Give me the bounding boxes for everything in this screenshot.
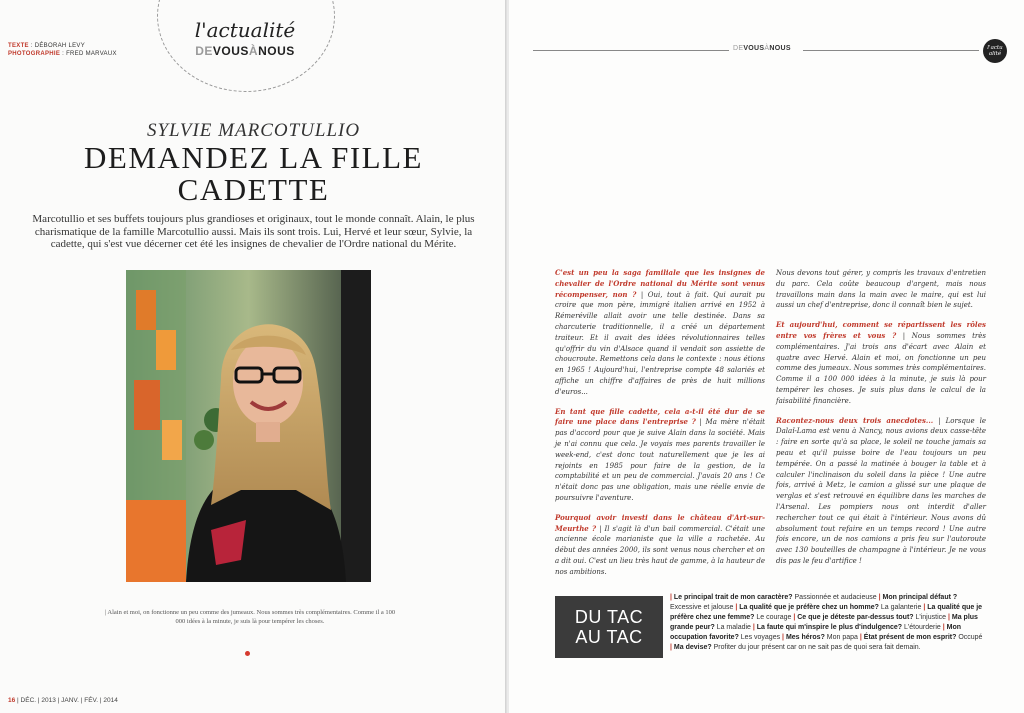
end-dot bbox=[245, 651, 250, 656]
header-rule-left bbox=[533, 50, 729, 51]
article-kicker: SYLVIE MARCOTULLIO bbox=[146, 120, 361, 141]
article-headline: DEMANDEZ LA FILLE CADETTE bbox=[84, 140, 423, 207]
photo-caption: | Alain et moi, on fonctionne un peu comme des jumeaux. Nous sommes très complémentaires. Comme il a 100 000 idées à la minute, je suis là pour tempérer les choses. bbox=[104, 609, 396, 625]
interview-paragraph: Racontez-nous deux trois anecdotes... | Lorsque le Dalaï-Lama est venu à Nancy, nous avions deux casse-tête : faire en sorte qu'à sa place, le soleil ne touche jamais sa peau et qu'il puisse boire de l'eau toujours un peu tempérée. On a passé la matinée à bouger la table et à calculer l'inclinaison du soleil dans la pièce ! Une autre fois, arrivé à Metz, le camion a glissé sur une plaque de verglas et s'est retrouvé en équilibre dans les marches de l'Arsenal. Les pompiers nous ont interdit d'aller rechercher tout ce qui était à l'intérieur. Nous avons dû absolument tout refaire en un temps record ! Une autre fois encore, un de nos camions a pris feu sur l'autoroute avec 130 bouteilles de champagne à l'intérieur. Je ne vous dis pas le feu d'artifice ! bbox=[776, 415, 986, 565]
interview-paragraph: Nous devons tout gérer, y compris les travaux d'entretien du parc. Cela coûte beaucoup d'argent, mais nous travaillons main dans la main avec le maire, qui est lui aussi un chef d'entreprise, donc il connaît bien le sujet. bbox=[776, 269, 986, 310]
interview-paragraph: C'est un peu la saga familiale que les insignes de chevalier de l'Ordre national du Mérite sont venus récompenser, non ? | Oui, tout à fait. Qui aurait pu croire que mon père, immigré italien arrivé en 1952 à Rémeréville allait avoir une telle destinée. Dans sa charcuterie traditionnelle, il a créé un département traiteur. Et il avait des idées révolutionnaires telles qu'offrir du vin d'Alsace quand il vendait son assiette de choucroute. Remettons cela dans le contexte : nous étions en 1965 ! Aujourd'hui, l'entreprise compte 48 salariés et affiche un chiffre d'affaires de près de huit millions d'euros... bbox=[555, 268, 765, 396]
folio: 16 | DÉC. | 2013 | JANV. | FÉV. | 2014 bbox=[8, 697, 118, 704]
section-badge: l'actu alité bbox=[983, 39, 1007, 63]
interview-paragraph: Pourquoi avoir investi dans le château d'Art-sur-Meurthe ? | Il s'agit là d'un bail commercial. C'était une ancienne école marianiste que la ville a rachetée. Au début des années 2000, ils sont venus nous chercher et on a dit oui. C'est un lieu très haut de gamme, à la hauteur de nos ambitions. bbox=[555, 512, 765, 576]
right-page bbox=[509, 0, 1024, 713]
header-rule-right bbox=[803, 50, 979, 51]
article-standfirst: Marcotullio et ses buffets toujours plus grandioses et originaux, tout le monde connaît. Alain, le plus charismatique de la famille Marcotullio aussi. Mais ils sont trois. Lui, Hervé et leur sœur, Sylvie, la cadette, qui s'est vue décerner cet été les insignes de chevalier de l'Ordre national du Mérite. bbox=[32, 213, 475, 250]
du-tac-au-tac-label: DU TAC AU TAC bbox=[555, 596, 663, 658]
header-brand: DEVOUSÀNOUS bbox=[733, 45, 791, 52]
credits bbox=[8, 42, 117, 58]
interview-paragraph: Et aujourd'hui, comment se répartissent les rôles entre vos frères et vous ? | Nous sommes très complémentaires. J'ai trois ans d'écart avec Alain et quatre avec Hervé. Alain et moi, on fonctionne un peu comme des jumeaux. Nous sommes très complémentaires. Comme il a 100 000 idées à la minute, je suis là pour tempérer les choses. Je suis plus dans le calcul de la faisabilité financière. bbox=[776, 320, 986, 405]
du-tac-au-tac-answers: | Le principal trait de mon caractère? Passionnée et audacieuse | Mon principal défaut ? Excessive et jalouse | La qualité que je préfère chez un homme? La galanterie | La qualité que je préfère chez une femme? Le courage | Ce que je déteste par-dessus tout? L'injustice | Ma plus grande peur? La maladie | La faute qui m'inspire le plus d'indulgence? L'étourderie | Mon occupation favorite? Les voyages | Mes héros? Mon papa | État présent de mon esprit? Occupé | Ma devise? Profiter du jour présent car on ne sait pas de quoi sera fait demain. bbox=[670, 594, 983, 651]
text-credit: TEXTE : DÉBORAH LEVY bbox=[8, 43, 86, 49]
interview-column-1 bbox=[555, 268, 765, 587]
portrait-illustration bbox=[126, 270, 371, 582]
left-page bbox=[0, 0, 507, 713]
interview-column-2 bbox=[776, 268, 986, 576]
section-brand: DEVOUSÀNOUS bbox=[195, 44, 295, 58]
interview-paragraph: En tant que fille cadette, cela a-t-il été dur de se faire une place dans l'entreprise ? | Ma mère n'était pas d'accord pour que je suive Alain dans la société. Mais je n'ai connu que cela. Je voyais mes parents travailler le week-end, c'est donc tout naturellement que je les ai rejoints en 1985 pour faire de la gestion, de la comptabilité et un peu de commercial. J'avais 20 ans ! Ce n'était donc pas une obligation, mais une réelle envie de poursuivre l'aventure. bbox=[555, 406, 765, 502]
section-rubric: l'actualité bbox=[194, 18, 296, 42]
portrait-photo bbox=[126, 270, 371, 582]
photo-credit: PHOTOGRAPHIE : FRED MARVAUX bbox=[8, 51, 117, 57]
